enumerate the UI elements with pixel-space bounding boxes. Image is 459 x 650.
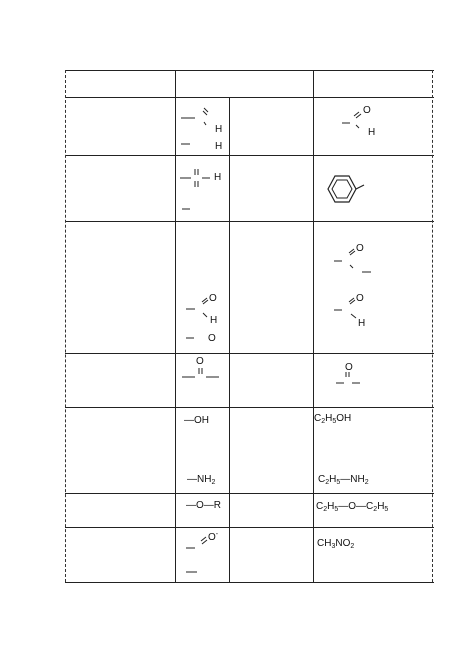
aldehyde-group-structure [183,292,228,347]
row-divider [65,221,434,222]
toluene-structure [318,170,368,210]
aldehyde-group-o: O [209,293,217,304]
carbonyl-o: O [196,356,204,367]
aldehyde-h-label: H [215,124,223,135]
nitro-o: O- [208,531,219,543]
alkene-h: H [214,172,222,183]
nitromethane-formula: $CH_3NO_2$ [317,538,355,550]
aldehyde-h-label-2: H [215,141,223,152]
col-divider [175,70,176,582]
row-divider [65,527,434,528]
acetaldehyde-structure [332,292,377,332]
table-border-bottom [65,582,434,583]
amino-group: $—NH_2$ [187,474,216,486]
nitro-structure [183,530,228,578]
acetone-o: O [345,362,353,373]
col-divider-inner [229,97,230,582]
row-divider [65,493,434,494]
table-border-left [65,70,66,582]
diethyl-ether-formula: $C_2H_5—O—C_2H_5$ [316,501,389,513]
ethylamine-formula: $C_2H_5—NH_2$ [318,474,369,486]
formaldehyde-o: O [363,105,371,116]
table-border-right [432,70,433,582]
col-divider [313,70,314,582]
ether-group: —O—R [186,500,221,511]
aldehyde-group-o2: O [208,333,216,344]
formaldehyde-h: H [368,127,376,138]
hydroxyl-group: —OH [184,415,209,426]
row-divider [65,155,434,156]
ketone-structure [332,242,377,276]
ketone-o: O [356,243,364,254]
aldehyde-group-h: H [210,315,218,326]
row-divider [65,407,434,408]
ethanol-formula: $C_2H_5OH$ [314,413,352,425]
row-divider [65,97,434,98]
acetaldehyde-h: H [358,318,366,329]
acetaldehyde-o: O [356,293,364,304]
row-divider [65,353,434,354]
alkene-structure [178,165,218,215]
table-border-top [65,70,434,71]
